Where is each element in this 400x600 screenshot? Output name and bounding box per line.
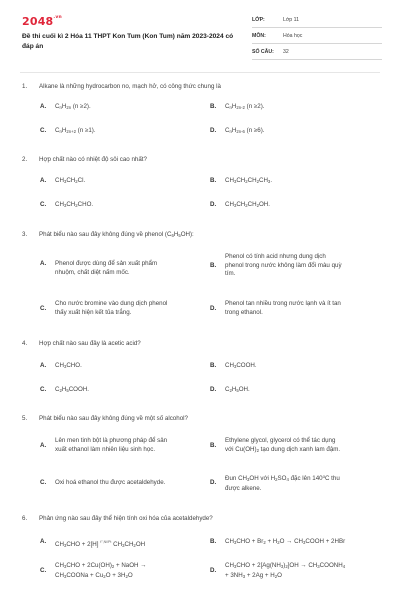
document-title: Đề thi cuối kì 2 Hóa 11 THPT Kon Tum (Kon Tum) năm 2023-2024 có đáp án — [22, 33, 234, 50]
option-letter: D. — [210, 305, 217, 312]
option-letter: D. — [210, 567, 217, 574]
question-number: 5. — [22, 415, 28, 422]
option-letter: A. — [40, 362, 47, 369]
option-letter: C. — [40, 305, 47, 312]
option-text: $CH_3CH_2CH_2OH$. — [225, 201, 270, 208]
question-stem: Hợp chất nào có nhiệt độ sôi cao nhất? — [39, 156, 147, 163]
option-letter: A. — [40, 260, 47, 267]
question-stem: Phát biểu nào sau đây không đúng về một số alcohol? — [39, 415, 188, 422]
option-text: $C_2H_5COOH$. — [55, 386, 90, 393]
option-text: Lên men tinh bột là phương pháp để sản xuất ethanol làm nhiên liệu sinh học. — [55, 437, 168, 453]
question-stem: Hợp chất nào sau đây là acetic acid? — [39, 340, 141, 347]
option-letter: A. — [40, 177, 47, 184]
option-text: $CH_3CH_2Cl$. — [55, 177, 86, 184]
option-text: $CH_3CH_2CH_2CH_3$. — [225, 177, 273, 184]
option-text: $CH_3CHO + Br_2 + H_2O$ → $CH_3COOH + 2HBr$ — [225, 538, 346, 545]
option-text: $C_nH_{2n+2}$ (n ≥1). — [55, 127, 96, 134]
document-header — [0, 0, 400, 70]
meta-row-count — [252, 47, 382, 60]
option-letter: B. — [210, 262, 217, 269]
meta-value: 32 — [283, 49, 289, 55]
option-letter: D. — [210, 479, 217, 486]
option-text: Cho nước bromine vào dung dịch phenol thấy xuất hiện kết tủa trắng. — [55, 300, 168, 316]
option-text: $C_nH_{2n-6}$ (n ≥6). — [225, 127, 265, 134]
option-text: $CH_3CHO + 2Cu(OH)_2$ + NaOH → $CH_3COONa + Cu_2O + 3H_2O$ — [55, 562, 147, 579]
option-letter: A. — [40, 538, 47, 545]
option-text: $C_nH_{2n-2}$ (n ≥2). — [225, 103, 265, 110]
option-letter: A. — [40, 103, 47, 110]
option-text: Phenol tan nhiều trong nước lạnh và ít tan trong ethanol. — [225, 300, 341, 316]
question-number: 4. — [22, 340, 28, 347]
option-letter: A. — [40, 442, 47, 449]
option-letter: D. — [210, 201, 217, 208]
option-text: $C_2H_5OH$. — [225, 386, 250, 393]
option-letter: B. — [210, 538, 217, 545]
question-number: 6. — [22, 515, 28, 522]
option-letter: D. — [210, 127, 217, 134]
option-letter: C. — [40, 567, 47, 574]
option-letter: B. — [210, 103, 217, 110]
meta-label: LỚP: — [252, 17, 265, 23]
option-text: $C_nH_{2n}$ (n ≥2). — [55, 103, 91, 110]
logo-suffix: .vn — [53, 15, 62, 20]
option-text: $CH_3CH_2CHO$. — [55, 201, 94, 208]
option-letter: B. — [210, 442, 217, 449]
option-text: $CH_3CHO + 2[Ag(NH_3)_2]OH$ → $CH_3COONH_4$ + $3NH_3 + 2Ag + H_2O$ — [225, 562, 346, 579]
meta-row-class — [252, 15, 382, 28]
option-text: $CH_3CHO$. — [55, 362, 82, 369]
option-text: Oxi hoá ethanol thu được acetaldehyde. — [55, 479, 166, 486]
header-divider — [20, 72, 380, 73]
option-text: Phenol được dùng để sản xuất phẩm nhuộm, chất diệt nấm mốc. — [55, 260, 158, 276]
question-stem: Alkane là những hydrocarbon no, mạch hở, có công thức chung là — [39, 83, 221, 90]
question-number: 3. — [22, 231, 28, 238]
document-meta — [252, 15, 382, 63]
option-text: $CH_3CHO + 2[H]$ $^{t^\circ,Ni/Pt}$ $CH_3CH_2OH$ — [55, 540, 146, 548]
option-letter: C. — [40, 386, 47, 393]
meta-value: Lớp 11 — [283, 17, 299, 23]
option-letter: C. — [40, 201, 47, 208]
question-number: 2. — [22, 156, 28, 163]
option-text: $CH_3COOH$. — [225, 362, 257, 369]
option-text: Ethylene glycol, glycerol có thể tác dụng với $Cu(OH)_2$ tạo dung dịch xanh lam đậm. — [225, 437, 341, 453]
option-letter: D. — [210, 386, 217, 393]
site-logo[interactable] — [22, 15, 62, 28]
question-stem: Phản ứng nào sau đây thể hiện tính oxi hóa của acetaldehyde? — [39, 515, 213, 522]
option-text: Phenol có tính acid nhưng dung dịch phenol trong nước không làm đổi màu quỳ tím. — [225, 253, 342, 278]
question-number: 1. — [22, 83, 28, 90]
logo-text: 2048 — [22, 15, 54, 28]
question-stem: Phát biểu nào sau đây không đúng về phenol $(C_6H_5OH)$: — [39, 231, 194, 238]
meta-value: Hóa học — [283, 33, 303, 39]
option-letter: B. — [210, 177, 217, 184]
meta-label: MÔN: — [252, 33, 266, 39]
meta-row-subject — [252, 31, 382, 44]
meta-label: SỐ CÂU: — [252, 49, 274, 55]
option-letter: C. — [40, 479, 47, 486]
option-text: Đun $CH_3OH$ với $H_2SO_4$ đặc lên 140$^o$C thu được alkene. — [225, 474, 340, 492]
option-letter: B. — [210, 362, 217, 369]
option-letter: C. — [40, 127, 47, 134]
